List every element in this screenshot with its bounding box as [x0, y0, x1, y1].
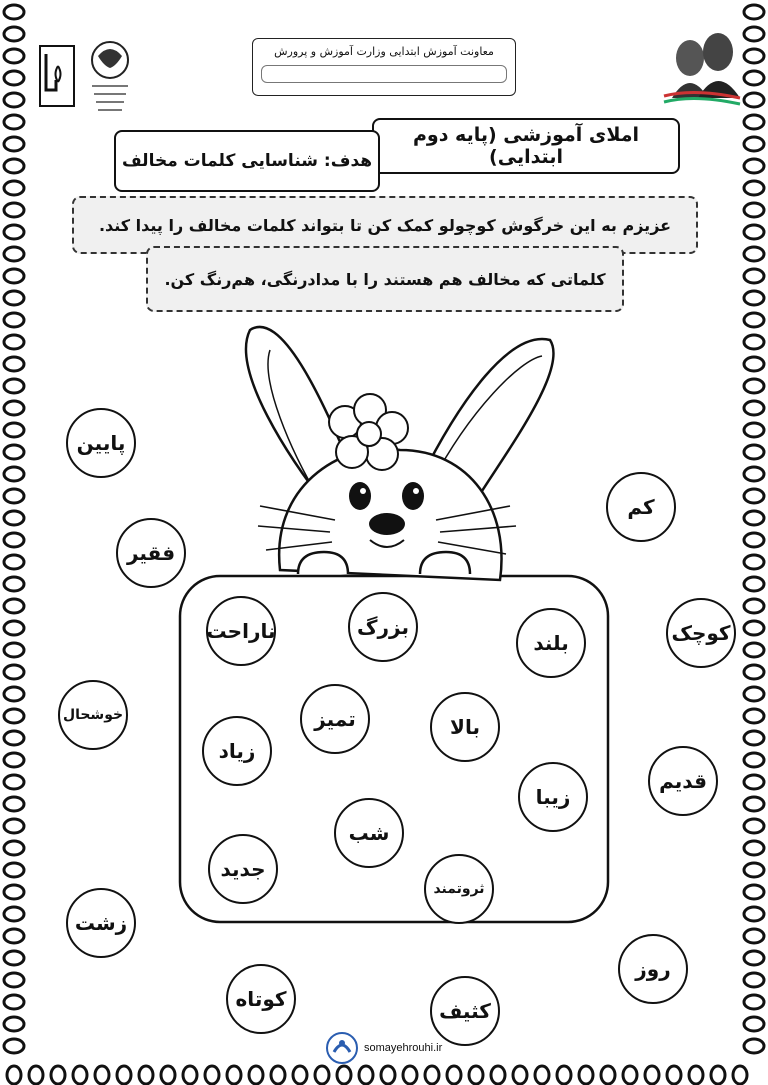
ministry-name: معاونت آموزش ابتدایی وزارت آموزش و پرورش: [274, 45, 494, 58]
instruction-line-2: کلماتی که مخالف هم هستند را با مدادرنگی، هم‌رنگ کن.: [146, 246, 624, 312]
spiral-ring: [4, 753, 24, 767]
leaders-portrait-image: [662, 18, 742, 108]
spiral-ring: [4, 203, 24, 217]
spiral-ring: [95, 1066, 109, 1084]
word-circle[interactable]: ثروتمند: [424, 854, 494, 924]
spiral-ring: [249, 1066, 263, 1084]
spiral-ring: [744, 1017, 764, 1031]
word-circle[interactable]: کوچک: [666, 598, 736, 668]
spiral-ring: [337, 1066, 351, 1084]
spiral-ring: [744, 467, 764, 481]
spiral-ring: [744, 181, 764, 195]
spiral-ring: [744, 445, 764, 459]
ministry-header-inner-box: [261, 65, 507, 83]
word-circle[interactable]: کم: [606, 472, 676, 542]
spiral-ring: [403, 1066, 417, 1084]
left-spiral-border: [0, 0, 30, 1085]
spiral-ring: [535, 1066, 549, 1084]
spiral-ring: [744, 203, 764, 217]
spiral-ring: [4, 643, 24, 657]
spiral-ring: [733, 1066, 747, 1084]
spiral-ring: [744, 93, 764, 107]
spiral-ring: [744, 973, 764, 987]
word-circle[interactable]: بلند: [516, 608, 586, 678]
spiral-ring: [4, 577, 24, 591]
spiral-ring: [744, 797, 764, 811]
spiral-ring: [4, 709, 24, 723]
word-circle[interactable]: خوشحال: [58, 680, 128, 750]
spiral-ring: [744, 423, 764, 437]
spiral-ring: [4, 665, 24, 679]
spiral-ring: [744, 5, 764, 19]
spiral-ring: [161, 1066, 175, 1084]
spiral-ring: [4, 819, 24, 833]
word-circle[interactable]: زیبا: [518, 762, 588, 832]
spiral-ring: [4, 71, 24, 85]
spiral-ring: [491, 1066, 505, 1084]
spiral-ring: [744, 291, 764, 305]
spiral-ring: [4, 797, 24, 811]
spiral-ring: [4, 115, 24, 129]
spiral-ring: [744, 313, 764, 327]
spiral-ring: [744, 863, 764, 877]
spiral-ring: [744, 665, 764, 679]
spiral-ring: [744, 225, 764, 239]
bottom-spiral-border: [0, 1063, 768, 1085]
word-circle[interactable]: زیاد: [202, 716, 272, 786]
spiral-ring: [744, 489, 764, 503]
spiral-ring: [4, 137, 24, 151]
spiral-ring: [4, 973, 24, 987]
spiral-ring: [29, 1066, 43, 1084]
spiral-ring: [4, 291, 24, 305]
spiral-ring: [4, 423, 24, 437]
footer-site[interactable]: somayehrouhi.ir: [364, 1042, 443, 1054]
spiral-ring: [271, 1066, 285, 1084]
spiral-ring: [744, 357, 764, 371]
spiral-ring: [744, 335, 764, 349]
word-circle[interactable]: بزرگ: [348, 592, 418, 662]
spiral-ring: [4, 269, 24, 283]
spiral-ring: [744, 599, 764, 613]
spiral-ring: [667, 1066, 681, 1084]
spiral-ring: [4, 555, 24, 569]
spiral-ring: [51, 1066, 65, 1084]
spiral-ring: [744, 885, 764, 899]
spiral-ring: [447, 1066, 461, 1084]
spiral-ring: [381, 1066, 395, 1084]
spiral-ring: [4, 379, 24, 393]
spiral-ring: [557, 1066, 571, 1084]
spiral-ring: [315, 1066, 329, 1084]
worksheet-goal: هدف: شناسایی کلمات مخالف: [114, 130, 380, 192]
spiral-ring: [205, 1066, 219, 1084]
spiral-ring: [4, 313, 24, 327]
spiral-ring: [4, 445, 24, 459]
spiral-ring: [744, 841, 764, 855]
word-circle[interactable]: ناراحت: [206, 596, 276, 666]
spiral-ring: [227, 1066, 241, 1084]
spiral-ring: [4, 995, 24, 1009]
spiral-ring: [744, 247, 764, 261]
word-circle[interactable]: کوتاه: [226, 964, 296, 1034]
site-logo-icon: [326, 1032, 358, 1064]
spiral-ring: [4, 27, 24, 41]
word-circle[interactable]: جدید: [208, 834, 278, 904]
spiral-ring: [623, 1066, 637, 1084]
spiral-ring: [293, 1066, 307, 1084]
spiral-ring: [4, 907, 24, 921]
spiral-ring: [4, 93, 24, 107]
spiral-ring: [4, 357, 24, 371]
spiral-ring: [4, 687, 24, 701]
spiral-ring: [4, 621, 24, 635]
spiral-ring: [4, 885, 24, 899]
spiral-ring: [4, 533, 24, 547]
word-circle[interactable]: تمیز: [300, 684, 370, 754]
spiral-ring: [73, 1066, 87, 1084]
spiral-ring: [4, 5, 24, 19]
spiral-ring: [744, 379, 764, 393]
spiral-ring: [744, 951, 764, 965]
spiral-ring: [744, 929, 764, 943]
spiral-ring: [4, 511, 24, 525]
spiral-ring: [744, 775, 764, 789]
spiral-ring: [744, 621, 764, 635]
spiral-ring: [744, 819, 764, 833]
spiral-ring: [4, 49, 24, 63]
spiral-ring: [744, 555, 764, 569]
spiral-ring: [744, 533, 764, 547]
spiral-ring: [579, 1066, 593, 1084]
spiral-ring: [744, 577, 764, 591]
spiral-ring: [359, 1066, 373, 1084]
ministry-header-box: [252, 38, 516, 96]
spiral-ring: [744, 1039, 764, 1053]
worksheet-title: املای آموزشی (پایه دوم ابتدایی): [372, 118, 680, 174]
spiral-ring: [744, 995, 764, 1009]
spiral-ring: [744, 907, 764, 921]
spiral-ring: [744, 511, 764, 525]
spiral-ring: [744, 687, 764, 701]
spiral-ring: [4, 159, 24, 173]
spiral-ring: [425, 1066, 439, 1084]
word-circle[interactable]: زشت: [66, 888, 136, 958]
spiral-ring: [744, 115, 764, 129]
spiral-ring: [117, 1066, 131, 1084]
word-circle[interactable]: پایین: [66, 408, 136, 478]
word-circle[interactable]: روز: [618, 934, 688, 1004]
spiral-ring: [513, 1066, 527, 1084]
spiral-ring: [4, 841, 24, 855]
spiral-ring: [601, 1066, 615, 1084]
footer-logo: [326, 1032, 358, 1064]
spiral-ring: [744, 753, 764, 767]
spiral-ring: [744, 731, 764, 745]
spiral-ring: [4, 599, 24, 613]
spiral-ring: [4, 929, 24, 943]
spiral-ring: [744, 643, 764, 657]
spiral-ring: [4, 775, 24, 789]
word-circle[interactable]: کثیف: [430, 976, 500, 1046]
spiral-ring: [711, 1066, 725, 1084]
spiral-ring: [744, 49, 764, 63]
spiral-ring: [689, 1066, 703, 1084]
word-circle[interactable]: فقیر: [116, 518, 186, 588]
word-circle[interactable]: بالا: [430, 692, 500, 762]
flower-icon: [329, 394, 408, 470]
spiral-ring: [4, 335, 24, 349]
right-spiral-border: [738, 0, 768, 1085]
emblem-logo: [36, 36, 148, 126]
spiral-ring: [139, 1066, 153, 1084]
spiral-ring: [4, 951, 24, 965]
spiral-ring: [7, 1066, 21, 1084]
spiral-ring: [183, 1066, 197, 1084]
spiral-ring: [4, 467, 24, 481]
spiral-ring: [4, 1017, 24, 1031]
spiral-ring: [4, 401, 24, 415]
spiral-ring: [744, 71, 764, 85]
spiral-ring: [744, 709, 764, 723]
spiral-ring: [744, 137, 764, 151]
spiral-ring: [4, 247, 24, 261]
spiral-ring: [4, 863, 24, 877]
spiral-ring: [744, 27, 764, 41]
instruction-line-1: عزیزم به این خرگوش کوچولو کمک کن تا بتواند کلمات مخالف را پیدا کند.: [72, 196, 698, 254]
spiral-ring: [4, 225, 24, 239]
word-circle[interactable]: قدیم: [648, 746, 718, 816]
iran-emblem-icon: [36, 36, 148, 126]
spiral-ring: [645, 1066, 659, 1084]
spiral-ring: [4, 731, 24, 745]
spiral-ring: [744, 269, 764, 283]
spiral-ring: [4, 1039, 24, 1053]
spiral-ring: [4, 489, 24, 503]
spiral-ring: [469, 1066, 483, 1084]
spiral-ring: [4, 181, 24, 195]
spiral-ring: [744, 159, 764, 173]
word-circle[interactable]: شب: [334, 798, 404, 868]
spiral-ring: [744, 401, 764, 415]
